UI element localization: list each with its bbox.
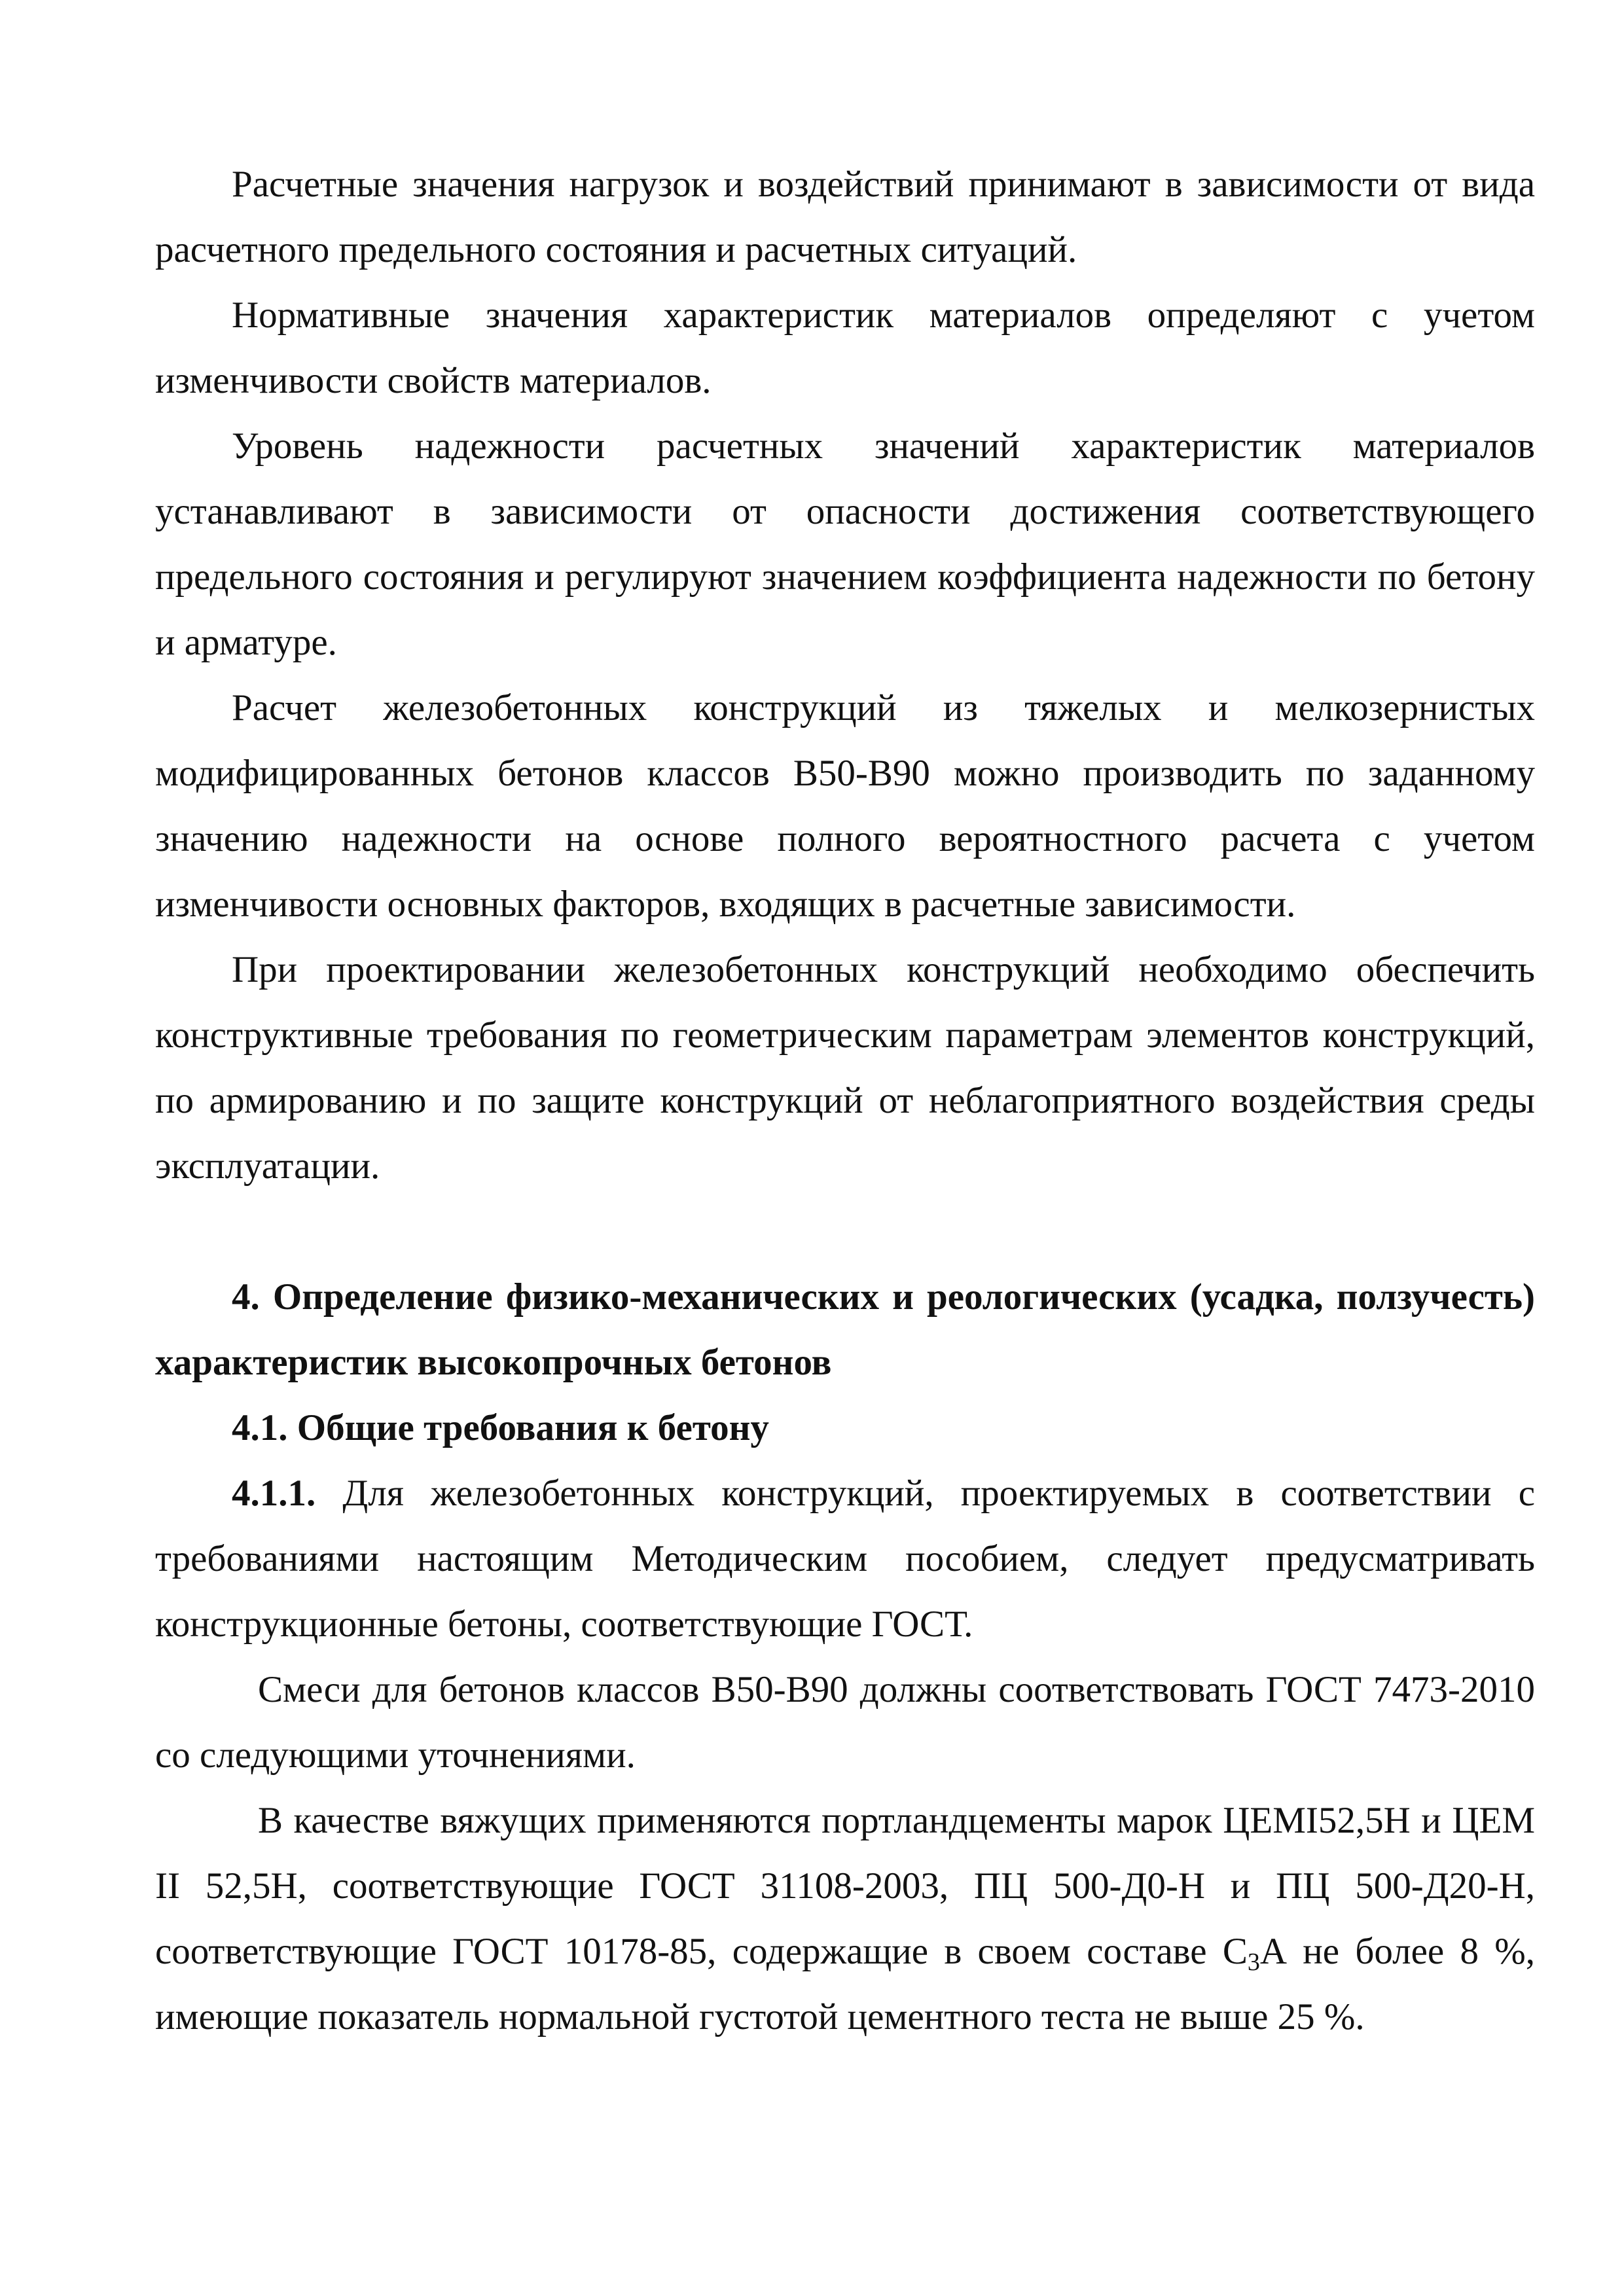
paragraph-design-requirements: При проектировании железобетонных конструкций необходимо обеспечить конструктивные требования по геометрическим параметрам элементов конструкций, по армированию и по защите конструкций от неблагоприятного воздействия среды эксплуатации. (155, 949, 1535, 1187)
clause-4-1-1 (155, 1461, 1535, 1657)
binders-text-end: А не более 8 %, имеющие показатель нормальной густотой цементного теста не выше 25 %. (155, 1931, 1535, 2037)
subscript-3: 3 (1247, 1948, 1260, 1976)
section-spacer (155, 1199, 1535, 1265)
clause-number: 4.1.1. (232, 1473, 316, 1514)
paragraph-calculation: Расчет железобетонных конструкций из тяжелых и мелкозернистых модифицированных бетонов классов В50-В90 можно производить по заданному значению надежности на основе полного вероятностного расчета с учетом изменчивости основных факторов, входящих в расчетные зависимости. (155, 687, 1535, 925)
paragraph-mixes: Смеси для бетонов классов В50-В90 должны соответствовать ГОСТ 7473-2010 со следующими уточнениями. (155, 1669, 1535, 1776)
paragraph-reliability-level: Уровень надежности расчетных значений характеристик материалов устанавливают в зависимости от опасности достижения соответствующего предельного состояния и регулируют значением коэффициента надежности по бетону и арматуре. (155, 425, 1535, 663)
clause-text: Для железобетонных конструкций, проектируемых в соответствии с требованиями настоящим Методическим пособием, следует предусматривать конструкционные бетоны, соответствующие ГОСТ. (155, 1473, 1535, 1645)
paragraph-design-values: Расчетные значения нагрузок и воздействий принимают в зависимости от вида расчетного предельного состояния и расчетных ситуаций. (155, 164, 1535, 270)
page-body (155, 152, 1535, 2050)
section-heading: 4. Определение физико-механических и реологических (усадка, ползучесть) характеристик высокопрочных бетонов (155, 1276, 1535, 1383)
binders-text-start: В качестве вяжущих применяются портландцементы марок ЦЕМI52,5Н и ЦЕМ II 52,5Н, соответствующие ГОСТ 31108-2003, ПЦ 500-Д0-Н и ПЦ 500-Д20-Н, соответствующие ГОСТ 10178-85, содержащие в своем составе С (155, 1800, 1535, 1972)
paragraph-normative-values: Нормативные значения характеристик материалов определяют с учетом изменчивости свойств материалов. (155, 295, 1535, 401)
subsection-heading: 4.1. Общие требования к бетону (232, 1407, 769, 1448)
paragraph-binders (155, 1788, 1535, 2050)
